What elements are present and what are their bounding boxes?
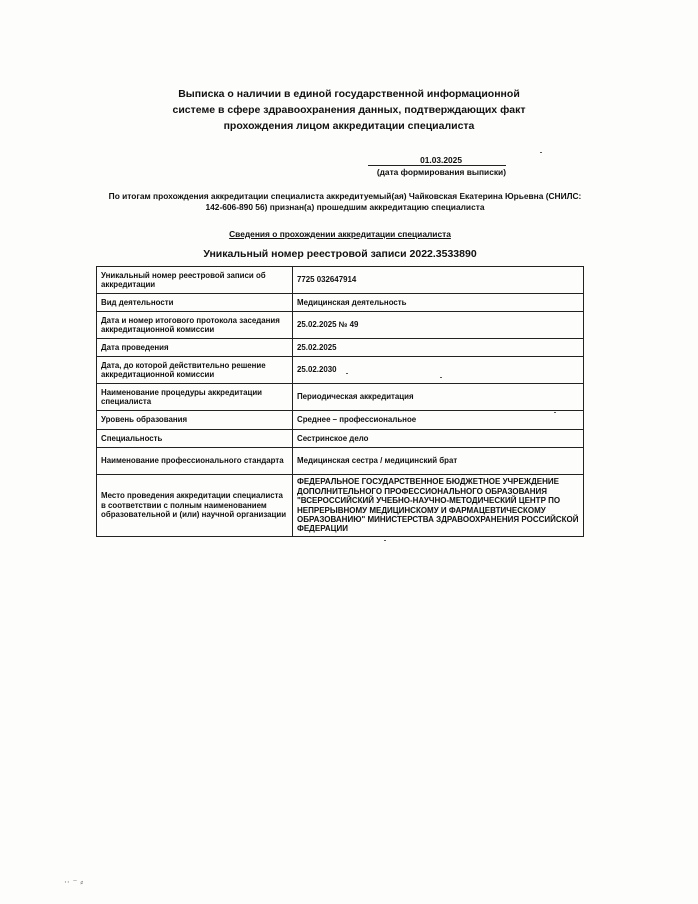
row-value-organization: ФЕДЕРАЛЬНОЕ ГОСУДАРСТВЕННОЕ БЮДЖЕТНОЕ УЧРЕЖДЕНИЕ ДОПОЛНИТЕЛЬНОГО ПРОФЕССИОНАЛЬНОГО ОБРАЗОВАНИЯ "ВСЕРОССИЙСКИЙ УЧЕБНО-НАУЧНО-МЕТОДИЧЕСКИЙ ЦЕНТР ПО НЕПРЕРЫВНОМУ МЕДИЦИНСКОМУ И ФАРМАЦЕВТИЧЕСКОМУ ОБРАЗОВАНИЮ" МИНИСТЕРСТВА ЗДРАВООХРАНЕНИЯ РОССИЙСКОЙ ФЕДЕРАЦИИ — [293, 475, 584, 537]
row-value: Медицинская сестра / медицинский брат — [293, 448, 584, 475]
row-label: Наименование профессионального стандарта — [97, 448, 293, 475]
table-row — [97, 267, 584, 294]
scan-speck — [440, 377, 442, 378]
scan-speck — [384, 540, 386, 541]
scan-mark: ·· ⁻ ⸗ — [64, 878, 84, 888]
row-label: Дата проведения — [97, 339, 293, 357]
table-row — [97, 357, 584, 384]
table-row — [97, 411, 584, 430]
row-value: Среднее – профессиональное — [293, 411, 584, 430]
scan-speck — [540, 152, 542, 153]
row-label: Место проведения аккредитации специалиста в соответствии с полным наименованием образовательной и (или) научной организации — [97, 475, 293, 537]
row-value: 25.02.2025 № 49 — [293, 312, 584, 339]
scan-speck — [346, 373, 348, 374]
section-heading: Сведения о прохождении аккредитации специалиста — [229, 229, 451, 239]
table-row — [97, 294, 584, 312]
row-label: Специальность — [97, 430, 293, 448]
row-value: 25.02.2025 — [293, 339, 584, 357]
accreditation-table — [96, 266, 584, 537]
intro-paragraph: По итогам прохождения аккредитации специалиста аккредитуемый(ая) Чайковская Екатерина Юрьевна (СНИЛС: 142-606-890 56) признан(а) прошедшим аккредитацию специалиста — [108, 191, 582, 212]
registry-number-line: Уникальный номер реестровой записи 2022.3533890 — [203, 248, 477, 260]
row-value: Периодическая аккредитация — [293, 384, 584, 411]
table-row — [97, 339, 584, 357]
row-label: Вид деятельности — [97, 294, 293, 312]
formation-date-block — [368, 155, 506, 177]
row-label: Дата, до которой действительно решение аккредитационной комиссии — [97, 357, 293, 384]
title-line-3: прохождения лицом аккредитации специалиста — [223, 120, 475, 132]
table-row — [97, 312, 584, 339]
scan-speck — [554, 412, 556, 413]
title-line-2: системе в сфере здравоохранения данных, подтверждающих факт — [172, 104, 526, 116]
document-title — [120, 86, 578, 134]
formation-date-caption: (дата формирования выписки) — [376, 167, 506, 177]
title-line-1: Выписка о наличии в единой государственной информационной — [178, 88, 520, 100]
row-value: Сестринское дело — [293, 430, 584, 448]
table-row — [97, 475, 584, 537]
row-value: Медицинская деятельность — [293, 294, 584, 312]
table-row — [97, 430, 584, 448]
row-label: Уровень образования — [97, 411, 293, 430]
table-row — [97, 448, 584, 475]
row-label: Уникальный номер реестровой записи об аккредитации — [97, 267, 293, 294]
table-row — [97, 384, 584, 411]
row-label: Дата и номер итогового протокола заседания аккредитационной комиссии — [97, 312, 293, 339]
row-label: Наименование процедуры аккредитации специалиста — [97, 384, 293, 411]
formation-date: 01.03.2025 — [368, 155, 506, 166]
row-value: 25.02.2030 — [293, 357, 584, 384]
row-value: 7725 032647914 — [293, 267, 584, 294]
